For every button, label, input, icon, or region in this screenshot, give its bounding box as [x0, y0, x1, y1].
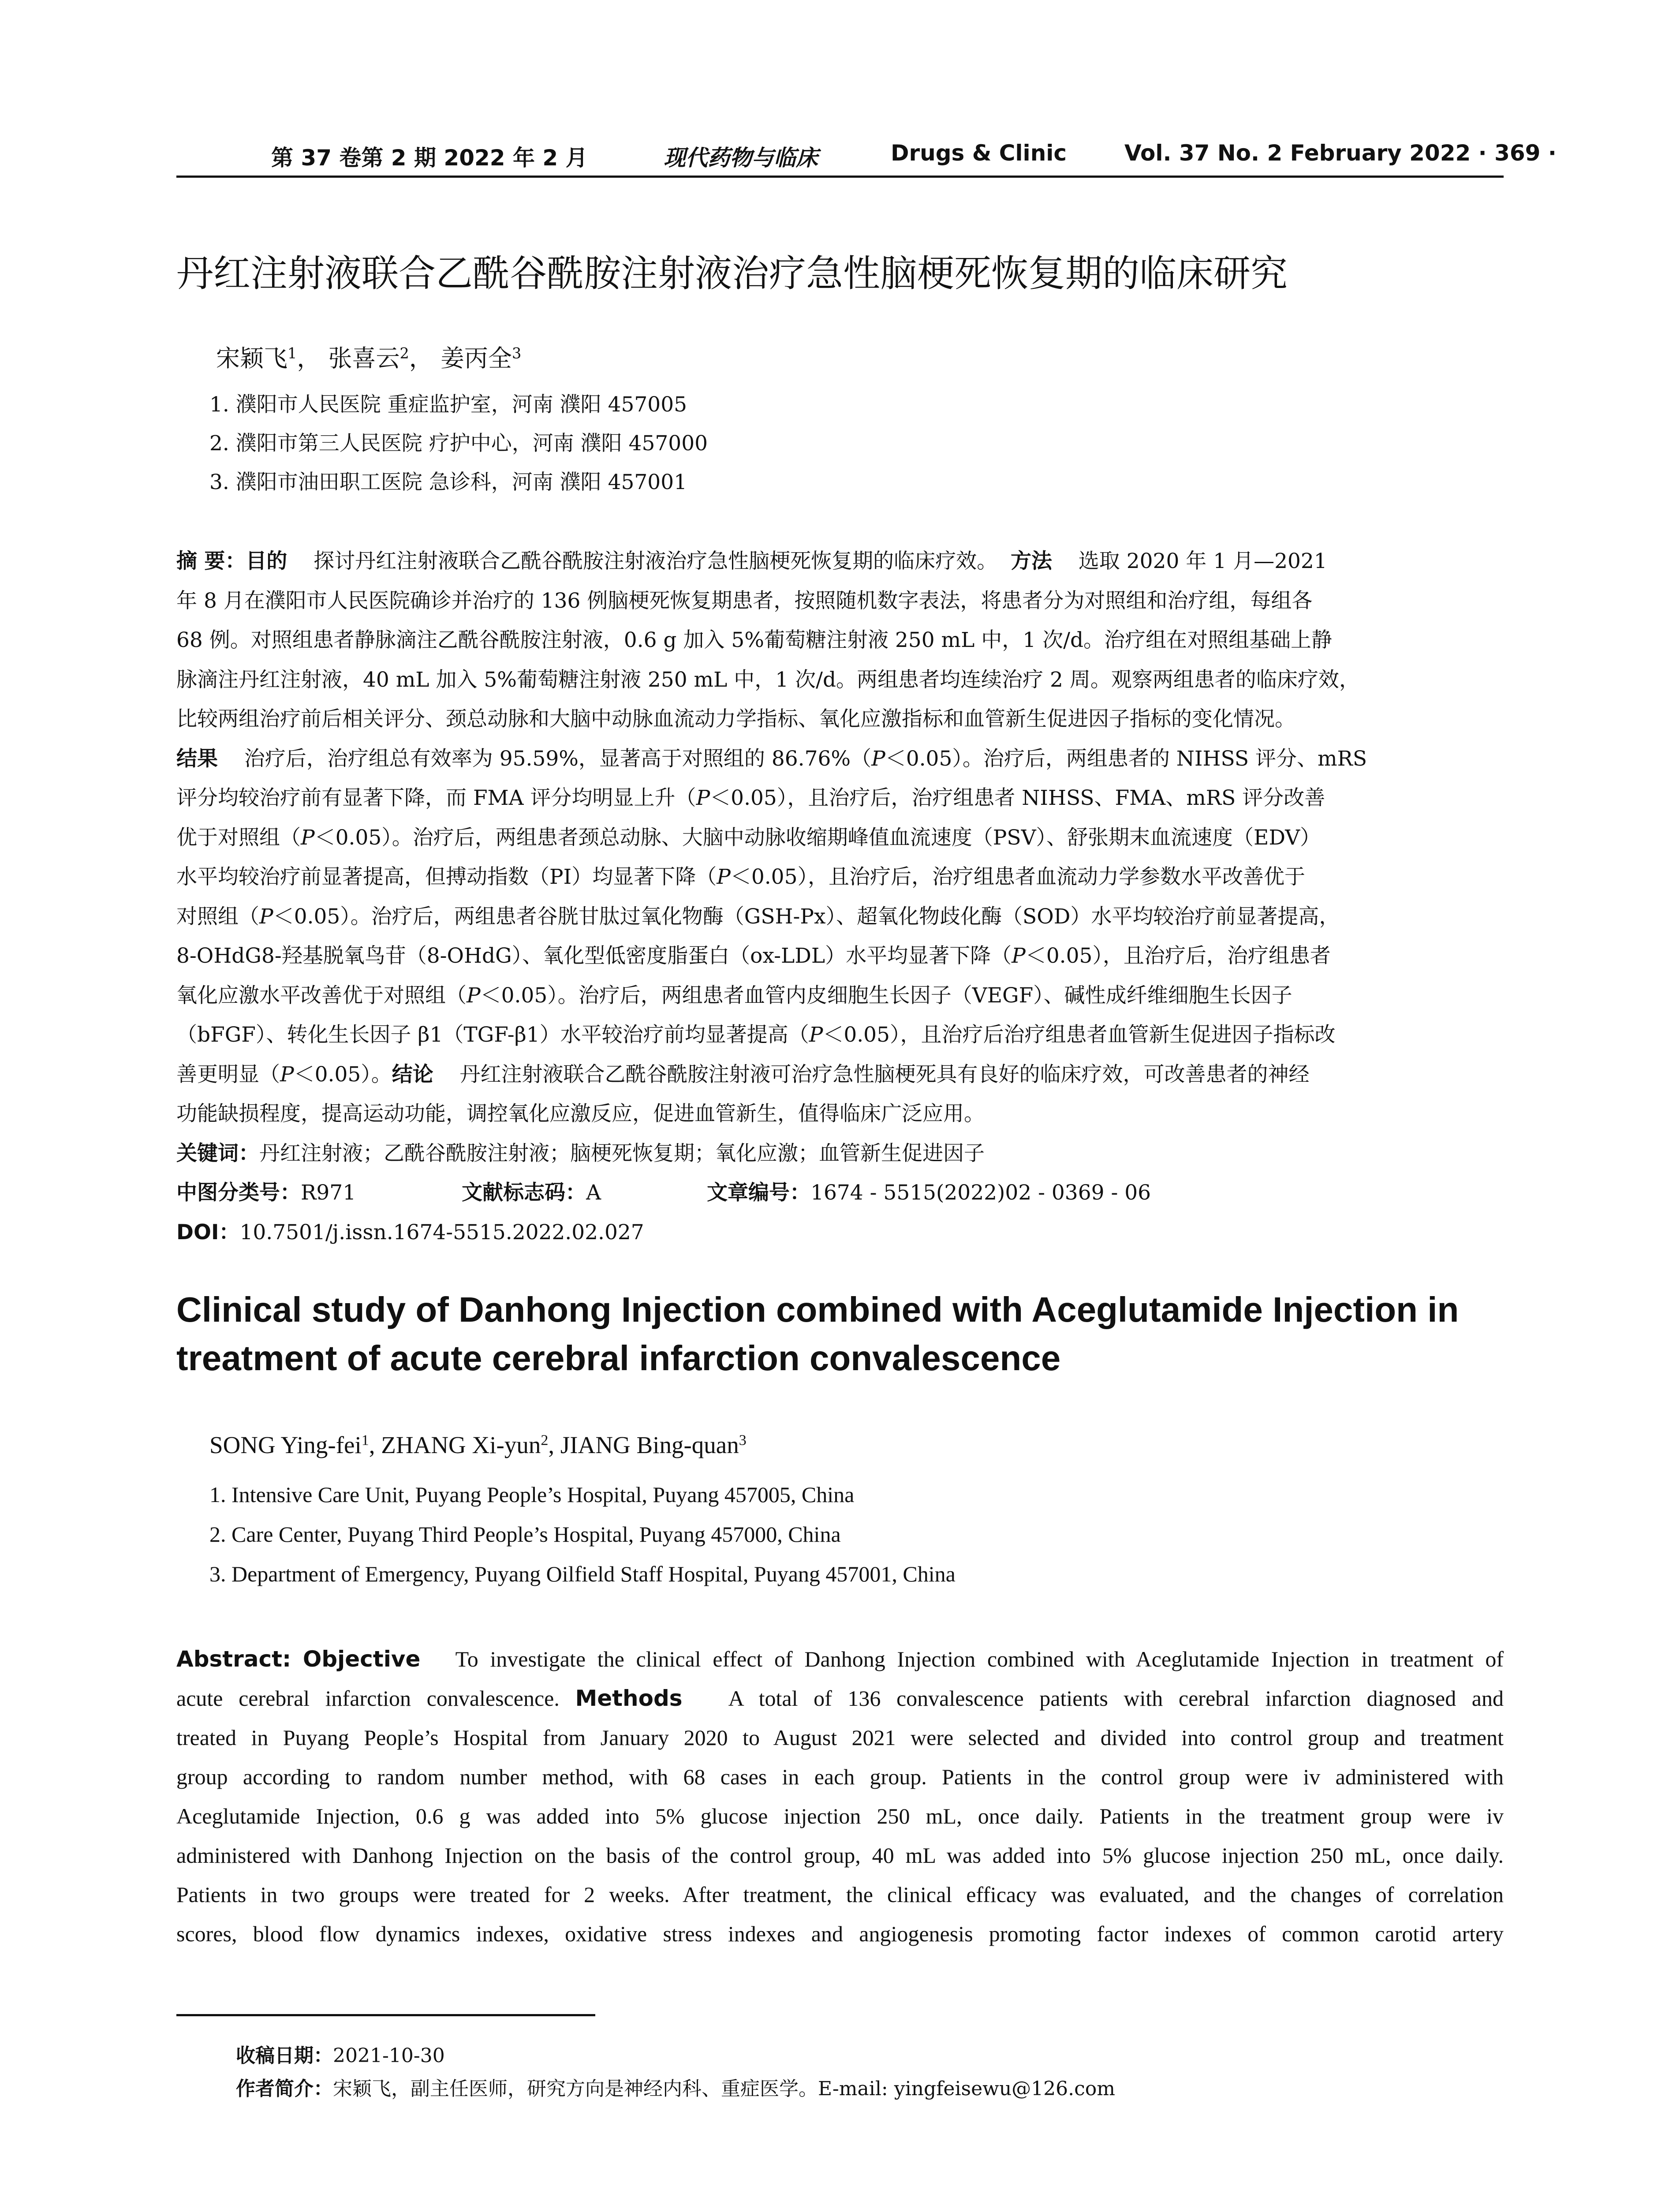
en-abstract-line: treated in Puyang People’s Hospital from January 2020 to August 2021 were selected and divided into control group and treatment: [176, 1725, 1504, 1750]
zh-clc-label: 中图分类号：: [176, 1181, 301, 1205]
en-author-2: ZHANG Xi-yun: [381, 1431, 541, 1458]
zh-article-no-value: 1674 - 5515(2022)02 - 0369 - 06: [810, 1181, 1151, 1205]
zh-keywords-label: 关键词：: [176, 1141, 259, 1166]
en-title-line-1: Clinical study of Danhong Injection combined with Aceglutamide Injection in: [176, 1290, 1459, 1329]
en-title-line-2: treatment of acute cerebral infarction convalescence: [176, 1338, 1061, 1378]
zh-abstract-text: 探讨丹红注射液联合乙酰谷酰胺注射液治疗急性脑梗死恢复期的临床疗效。: [314, 549, 998, 573]
zh-methods-label: 方法: [1011, 549, 1053, 573]
zh-abstract-text: 治疗后，治疗组总有效率为 95.59%，显著高于对照组的 86.76%（P＜0.05）。治疗后，两组患者的 NIHSS 评分、mRS: [244, 746, 1367, 771]
en-objective-label: Objective: [302, 1646, 421, 1672]
zh-article-no-label: 文章编号：: [707, 1181, 811, 1205]
issue-en: Vol. 37 No. 2 February 2022 · 369 ·: [1124, 140, 1557, 166]
en-author-2-sup: 2: [541, 1432, 549, 1449]
en-affiliation-1: 1. Intensive Care Unit, Puyang People’s Hospital, Puyang 457005, China: [209, 1482, 855, 1507]
doi-value: 10.7501/j.issn.1674-5515.2022.02.027: [239, 1220, 644, 1245]
en-abstract-text: To investigate the clinical effect of Danhong Injection combined with Aceglutamide Injection in treatment of: [455, 1647, 1504, 1671]
zh-abstract-text: 丹红注射液联合乙酰谷酰胺注射液可治疗急性脑梗死具有良好的临床疗效，可改善患者的神经: [459, 1062, 1310, 1087]
issue-zh: 第 37 卷第 2 期 2022 年 2 月: [271, 145, 588, 171]
zh-abstract-line: （bFGF）、转化生长因子 β1（TGF-β1）水平较治疗前均显著提高（P＜0.05），且治疗后治疗组患者血管新生促进因子指标改: [176, 1023, 1336, 1047]
en-affiliation-2: 2. Care Center, Puyang Third People’s Hospital, Puyang 457000, China: [209, 1522, 841, 1547]
received-date: 2021-10-30: [333, 2044, 445, 2067]
zh-abstract-line: 8-OHdG8-羟基脱氧鸟苷（8-OHdG）、氧化型低密度脂蛋白（ox-LDL）水平均显著下降（P＜0.05），且治疗后，治疗组患者: [176, 944, 1331, 968]
zh-affiliation-2: 2. 濮阳市第三人民医院 疗护中心，河南 濮阳 457000: [209, 431, 708, 456]
zh-title: 丹红注射液联合乙酰谷酰胺注射液治疗急性脑梗死恢复期的临床研究: [176, 252, 1288, 295]
en-title: [176, 1286, 1504, 1383]
doi-label: DOI：: [176, 1220, 240, 1245]
zh-abstract-line: [176, 1055, 1504, 1095]
zh-author-1-sup: 1: [287, 344, 297, 362]
zh-results-label: 结果: [176, 746, 218, 771]
zh-doc-code-value: A: [586, 1181, 601, 1205]
en-author-1: SONG Ying-fei: [209, 1431, 362, 1458]
journal-zh: 现代药物与临床: [664, 145, 818, 171]
zh-abstract-line: 比较两组治疗前后相关评分、颈总动脉和大脑中动脉血流动力学指标、氧化应激指标和血管新生促进因子指标的变化情况。: [176, 707, 1295, 731]
en-abstract-text: A total of 136 convalescence patients with cerebral infarction diagnosed and: [728, 1686, 1504, 1711]
zh-abstract-line: 水平均较治疗前显著提高，但搏动指数（PI）均显著下降（P＜0.05），且治疗后，治疗组患者血流动力学参数水平改善优于: [176, 865, 1305, 889]
zh-abstract-line: 脉滴注丹红注射液，40 mL 加入 5%葡萄糖注射液 250 mL 中，1 次/d。两组患者均连续治疗 2 周。观察两组患者的临床疗效，: [176, 667, 1360, 692]
zh-abstract-line: 评分均较治疗前有显著下降，而 FMA 评分均明显上升（P＜0.05），且治疗后，治疗组患者 NIHSS、FMA、mRS 评分改善: [176, 786, 1325, 810]
en-abstract-label: Abstract:: [176, 1646, 291, 1672]
en-abstract-line: [176, 1679, 1504, 1718]
zh-abstract-text: 选取 2020 年 1 月—2021: [1078, 549, 1327, 573]
en-author-3: JIANG Bing-quan: [560, 1431, 739, 1458]
zh-conclusion-label: 结论: [392, 1062, 433, 1087]
zh-abstract-line: 氧化应激水平改善优于对照组（P＜0.05）。治疗后，两组患者血管内皮细胞生长因子（VEGF）、碱性成纤维细胞生长因子: [176, 983, 1292, 1008]
zh-author-2-sup: 2: [399, 344, 409, 362]
zh-abstract-line: [176, 542, 1504, 581]
journal-en: Drugs & Clinic: [891, 140, 1067, 166]
zh-affiliation-3: 3. 濮阳市油田职工医院 急诊科，河南 濮阳 457001: [209, 470, 687, 494]
zh-authors: 宋颖飞$^1$， 张喜云$^2$， 姜丙全$^3$: [216, 344, 522, 372]
en-affiliation-3: 3. Department of Emergency, Puyang Oilfield Staff Hospital, Puyang 457001, China: [209, 1562, 956, 1586]
footnote-rule: [176, 2014, 595, 2016]
zh-author-2: 张喜云: [328, 344, 400, 372]
en-abstract-text: acute cerebral infarction convalescence.: [176, 1686, 560, 1711]
zh-classification-line: [176, 1173, 1504, 1213]
zh-abstract: [176, 542, 1504, 1252]
en-abstract-line: scores, blood flow dynamics indexes, oxidative stress indexes and angiogenesis promoting factor indexes of common carotid artery: [176, 1921, 1504, 1946]
zh-author-3-sup: 3: [511, 344, 522, 362]
zh-keywords-text: 丹红注射液；乙酰谷酰胺注射液；脑梗死恢复期；氧化应激；血管新生促进因子: [259, 1141, 985, 1166]
running-header: [176, 140, 1557, 175]
zh-author-1: 宋颖飞: [216, 344, 287, 372]
en-methods-label: Methods: [575, 1686, 683, 1711]
zh-abstract-line: 年 8 月在濮阳市人民医院确诊并治疗的 136 例脑梗死恢复期患者，按照随机数字表法，将患者分为对照组和治疗组，每组各: [176, 588, 1313, 613]
en-abstract: [176, 1640, 1504, 1954]
zh-doc-code-label: 文献标志码：: [462, 1181, 586, 1205]
author-info-label: 作者简介：: [236, 2078, 333, 2100]
zh-affiliation-1: 1. 濮阳市人民医院 重症监护室，河南 濮阳 457005: [209, 392, 687, 417]
received-label: 收稿日期：: [236, 2044, 333, 2067]
zh-abstract-label: 摘 要：: [176, 549, 246, 573]
header-rule: [176, 176, 1504, 178]
footnote-received: [236, 2040, 445, 2068]
zh-author-3: 姜丙全: [440, 344, 512, 372]
en-abstract-line: Aceglutamide Injection, 0.6 g was added into 5% glucose injection 250 mL, once daily. Patients in the treatment group were iv: [176, 1804, 1504, 1828]
en-author-1-sup: 1: [361, 1432, 369, 1449]
en-abstract-line: [176, 1640, 1504, 1679]
en-abstract-line: Patients in two groups were treated for 2 weeks. After treatment, the clinical efficacy was evaluated, and the changes of correlation: [176, 1882, 1504, 1907]
zh-abstract-text: 善更明显（P＜0.05）。: [176, 1062, 392, 1087]
en-author-3-sup: 3: [739, 1432, 747, 1449]
zh-abstract-line: 功能缺损程度，提高运动功能，调控氧化应激反应，促进血管新生，值得临床广泛应用。: [176, 1102, 985, 1126]
author-info: 宋颖飞，副主任医师，研究方向是神经内科、重症医学。E-mail: yingfeisewu@126.com: [333, 2078, 1115, 2100]
zh-abstract-line: 优于对照组（P＜0.05）。治疗后，两组患者颈总动脉、大脑中动脉收缩期峰值血流速度（PSV）、舒张期末血流速度（EDV）: [176, 825, 1321, 850]
en-authors: SONG Ying-fei$^1$, ZHANG Xi-yun$^2$, JIANG Bing-quan$^3$: [209, 1431, 747, 1458]
zh-abstract-line: 对照组（P＜0.05）。治疗后，两组患者谷胱甘肽过氧化物酶（GSH-Px）、超氧化物歧化酶（SOD）水平均较治疗前显著提高，: [176, 904, 1340, 929]
zh-abstract-line: [176, 739, 1504, 779]
zh-abstract-line: 68 例。对照组患者静脉滴注乙酰谷酰胺注射液，0.6 g 加入 5%葡萄糖注射液 250 mL 中，1 次/d。治疗组在对照组基础上静: [176, 628, 1333, 652]
zh-keywords: [176, 1134, 1504, 1174]
zh-objective-label: 目的: [246, 549, 287, 573]
en-abstract-line: administered with Danhong Injection on the basis of the control group, 40 mL was added into 5% glucose injection 250 mL, once daily.: [176, 1843, 1504, 1868]
zh-clc-value: R971: [301, 1181, 356, 1205]
zh-doi-line: [176, 1213, 1504, 1252]
en-abstract-line: group according to random number method, with 68 cases in each group. Patients in the control group were iv administered with: [176, 1764, 1504, 1789]
footnote-author: [236, 2073, 1115, 2101]
